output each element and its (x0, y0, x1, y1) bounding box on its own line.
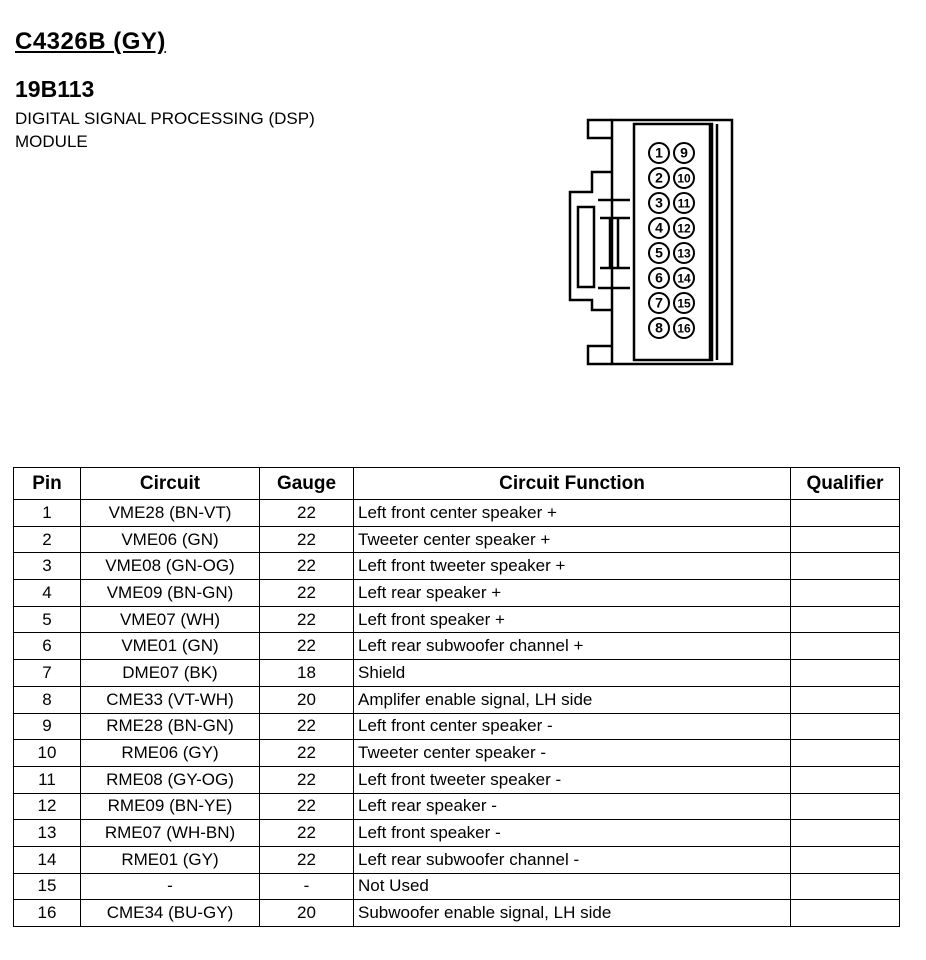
pin-cell: 16 (14, 900, 81, 927)
qualifier-cell (791, 660, 900, 687)
connector-face-diagram (560, 112, 740, 370)
function-cell: Left rear speaker - (354, 793, 791, 820)
table-row (14, 553, 900, 580)
pin-cell: 12 (14, 793, 81, 820)
table-header-row (14, 468, 900, 500)
pin-cell: 7 (14, 660, 81, 687)
connector-pin-label: 5 (655, 244, 663, 261)
function-cell: Amplifer enable signal, LH side (354, 686, 791, 713)
connector-pin-label: 2 (655, 169, 663, 186)
part-number: 19B113 (15, 76, 95, 102)
connector-latch (570, 172, 612, 310)
connector-pin-label: 14 (677, 271, 691, 286)
connector-latch-slot (578, 207, 594, 287)
table-row (14, 793, 900, 820)
header-circuit: Circuit (81, 468, 260, 500)
qualifier-cell (791, 526, 900, 553)
table-row (14, 633, 900, 660)
gauge-cell: 22 (260, 793, 354, 820)
table-row (14, 660, 900, 687)
connector-id: C4326B (GY) (15, 28, 166, 55)
function-cell: Left front speaker - (354, 820, 791, 847)
pin-cell: 5 (14, 606, 81, 633)
table-row (14, 713, 900, 740)
connector-pin-label: 4 (655, 219, 663, 236)
pin-cell: 1 (14, 500, 81, 527)
pin-cell: 10 (14, 740, 81, 767)
circuit-cell: RME28 (BN-GN) (81, 713, 260, 740)
connector-pin-label: 1 (655, 144, 663, 161)
function-cell: Tweeter center speaker - (354, 740, 791, 767)
circuit-cell: CME34 (BU-GY) (81, 900, 260, 927)
gauge-cell: 18 (260, 660, 354, 687)
function-cell: Shield (354, 660, 791, 687)
connector-pin-label: 16 (677, 321, 691, 336)
header-gauge: Gauge (260, 468, 354, 500)
table-row (14, 820, 900, 847)
qualifier-cell (791, 633, 900, 660)
gauge-cell: 20 (260, 900, 354, 927)
pin-cell: 13 (14, 820, 81, 847)
circuit-cell: VME06 (GN) (81, 526, 260, 553)
connector-body (612, 120, 732, 364)
function-cell: Left front speaker + (354, 606, 791, 633)
function-cell: Tweeter center speaker + (354, 526, 791, 553)
circuit-cell: DME07 (BK) (81, 660, 260, 687)
function-cell: Left front tweeter speaker - (354, 766, 791, 793)
gauge-cell: 22 (260, 713, 354, 740)
circuit-cell: VME01 (GN) (81, 633, 260, 660)
function-cell: Not Used (354, 873, 791, 900)
circuit-cell: CME33 (VT-WH) (81, 686, 260, 713)
gauge-cell: 22 (260, 606, 354, 633)
gauge-cell: 22 (260, 766, 354, 793)
connector-pin-label: 3 (655, 194, 663, 211)
connector-pin-label: 11 (677, 196, 691, 211)
pin-cell: 11 (14, 766, 81, 793)
table-row (14, 740, 900, 767)
gauge-cell: - (260, 873, 354, 900)
connector-pin-label: 12 (677, 221, 691, 236)
pinout-table (13, 467, 900, 927)
qualifier-cell (791, 553, 900, 580)
pin-cell: 15 (14, 873, 81, 900)
circuit-cell: - (81, 873, 260, 900)
table-row (14, 846, 900, 873)
module-description-line2: MODULE (15, 132, 88, 151)
module-description-line1: DIGITAL SIGNAL PROCESSING (DSP) (15, 109, 315, 128)
table-row (14, 500, 900, 527)
circuit-cell: RME09 (BN-YE) (81, 793, 260, 820)
gauge-cell: 22 (260, 580, 354, 607)
function-cell: Left front center speaker + (354, 500, 791, 527)
table-row (14, 526, 900, 553)
function-cell: Left front center speaker - (354, 713, 791, 740)
qualifier-cell (791, 846, 900, 873)
function-cell: Left front tweeter speaker + (354, 553, 791, 580)
header-circuit-function: Circuit Function (354, 468, 791, 500)
circuit-cell: RME07 (WH-BN) (81, 820, 260, 847)
pin-cell: 2 (14, 526, 81, 553)
gauge-cell: 22 (260, 500, 354, 527)
function-cell: Left rear subwoofer channel + (354, 633, 791, 660)
qualifier-cell (791, 686, 900, 713)
gauge-cell: 22 (260, 526, 354, 553)
circuit-cell: RME08 (GY-OG) (81, 766, 260, 793)
pin-cell: 9 (14, 713, 81, 740)
gauge-cell: 22 (260, 553, 354, 580)
qualifier-cell (791, 900, 900, 927)
table-row (14, 873, 900, 900)
pin-cell: 4 (14, 580, 81, 607)
table-row (14, 606, 900, 633)
function-cell: Left rear subwoofer channel - (354, 846, 791, 873)
pin-cell: 8 (14, 686, 81, 713)
gauge-cell: 22 (260, 740, 354, 767)
connector-pin-label: 15 (677, 296, 691, 311)
circuit-cell: VME09 (BN-GN) (81, 580, 260, 607)
qualifier-cell (791, 500, 900, 527)
circuit-cell: VME28 (BN-VT) (81, 500, 260, 527)
qualifier-cell (791, 793, 900, 820)
gauge-cell: 22 (260, 820, 354, 847)
qualifier-cell (791, 606, 900, 633)
gauge-cell: 22 (260, 633, 354, 660)
qualifier-cell (791, 766, 900, 793)
table-row (14, 580, 900, 607)
circuit-cell: VME07 (WH) (81, 606, 260, 633)
table-row (14, 766, 900, 793)
connector-top-tab (588, 120, 612, 138)
connector-pin-label: 13 (677, 246, 691, 261)
qualifier-cell (791, 713, 900, 740)
header-qualifier: Qualifier (791, 468, 900, 500)
connector-bottom-tab (588, 346, 612, 364)
circuit-cell: RME01 (GY) (81, 846, 260, 873)
connector-pin-label: 10 (677, 171, 691, 186)
connector-pin-label: 9 (680, 144, 688, 161)
pin-cell: 6 (14, 633, 81, 660)
qualifier-cell (791, 820, 900, 847)
connector-pin-label: 7 (655, 294, 663, 311)
connector-cavity (634, 124, 712, 360)
gauge-cell: 22 (260, 846, 354, 873)
connector-pin-label: 8 (655, 319, 663, 336)
gauge-cell: 20 (260, 686, 354, 713)
table-row (14, 686, 900, 713)
pin-cell: 14 (14, 846, 81, 873)
function-cell: Subwoofer enable signal, LH side (354, 900, 791, 927)
qualifier-cell (791, 873, 900, 900)
pin-cell: 3 (14, 553, 81, 580)
table-row (14, 900, 900, 927)
qualifier-cell (791, 580, 900, 607)
qualifier-cell (791, 740, 900, 767)
function-cell: Left rear speaker + (354, 580, 791, 607)
header-pin: Pin (14, 468, 81, 500)
circuit-cell: RME06 (GY) (81, 740, 260, 767)
circuit-cell: VME08 (GN-OG) (81, 553, 260, 580)
connector-pin-label: 6 (655, 269, 663, 286)
